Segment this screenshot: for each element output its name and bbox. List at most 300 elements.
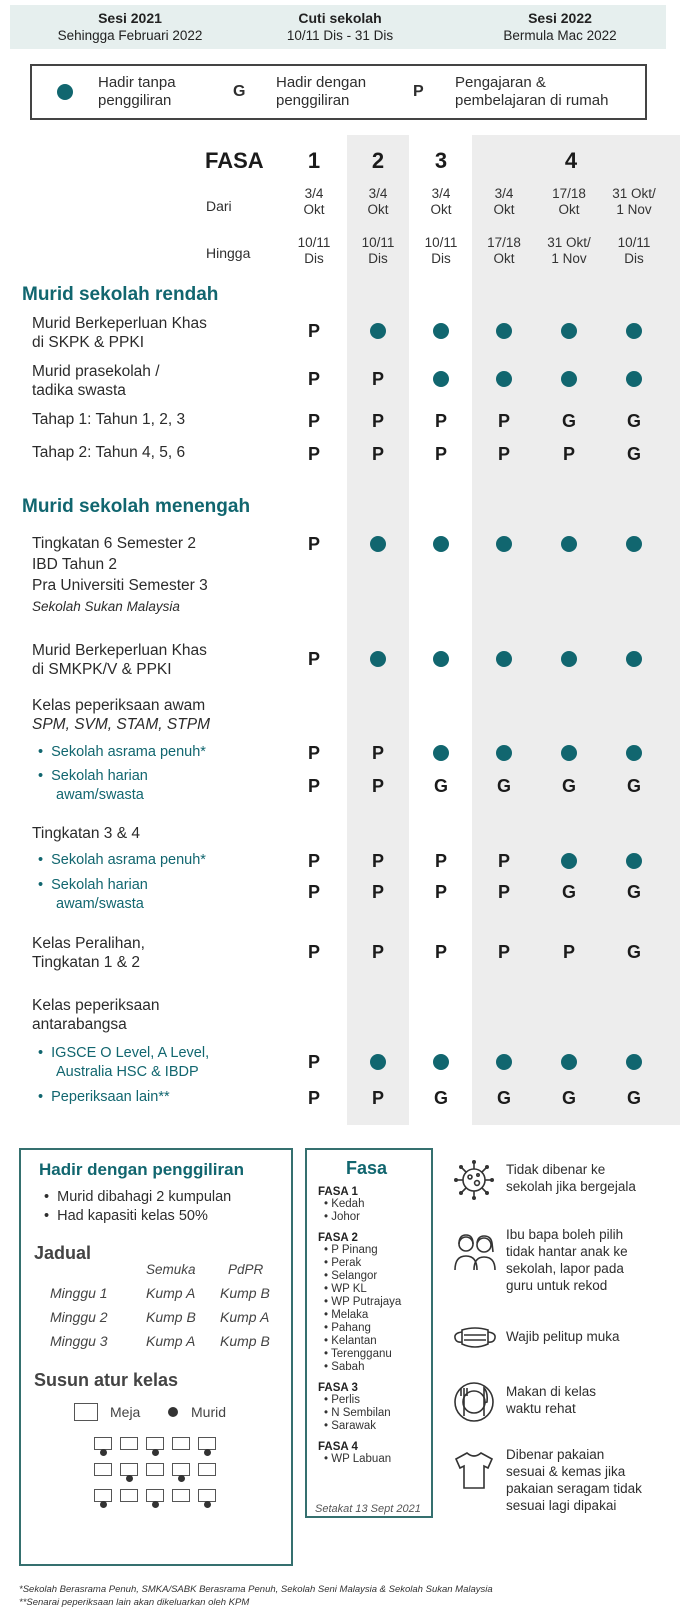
fasa-state: • Terengganu xyxy=(324,1348,392,1360)
note-line: waktu rehat xyxy=(506,1401,576,1416)
shade-phase-2 xyxy=(347,135,409,1125)
rotation-bullet-text: Murid dibahagi 2 kumpulan xyxy=(57,1189,232,1205)
status-p: P xyxy=(434,444,447,464)
legend-p-line2: pembelajaran di rumah xyxy=(455,92,609,109)
dot-icon xyxy=(370,1054,386,1070)
row-label-line: tadika swasta xyxy=(32,382,126,399)
status-g: G xyxy=(561,882,576,902)
attend-dot-icon xyxy=(347,534,409,554)
banner-right xyxy=(470,10,650,44)
status-p: P xyxy=(371,851,384,871)
attend-dot-icon xyxy=(538,369,600,389)
date-line: 3/4 xyxy=(494,186,514,201)
phase-2-header: 2 xyxy=(371,148,385,173)
row-label-tahap2 xyxy=(32,443,185,462)
attend-dot-icon xyxy=(473,743,535,763)
note-line: Makan di kelas xyxy=(506,1384,597,1399)
status-p: P xyxy=(434,851,447,871)
row-label-line: IBD Tahun 2 xyxy=(32,556,118,573)
status-p: P xyxy=(371,1088,384,1108)
date-line: 31 Okt/ xyxy=(612,186,656,201)
note-mask xyxy=(506,1328,620,1345)
row-label-line: SPM, SVM, STAM, STPM xyxy=(32,716,210,733)
status-p: P xyxy=(307,851,320,871)
note-line: guru untuk rekod xyxy=(506,1278,608,1293)
row-label-prasekolah xyxy=(32,362,160,400)
schedule-cell: Minggu 2 xyxy=(50,1309,108,1325)
dot-icon xyxy=(561,371,577,387)
phase-1-header: 1 xyxy=(307,148,321,173)
dot-icon xyxy=(433,323,449,339)
row-label-line: Sekolah Sukan Malaysia xyxy=(32,599,180,614)
dot-icon xyxy=(496,745,512,761)
hingga-date xyxy=(471,235,537,267)
fasa-group-title: FASA 2 xyxy=(318,1232,358,1244)
note-meal xyxy=(506,1383,596,1417)
date-line: Okt xyxy=(367,202,389,217)
status-p: P xyxy=(307,1052,320,1072)
attend-dot-icon xyxy=(538,649,600,669)
dot-icon xyxy=(561,1054,577,1070)
fasa-group xyxy=(318,1441,401,1466)
date-line: Dis xyxy=(431,251,451,266)
desk-icon xyxy=(94,1463,112,1476)
dot-icon xyxy=(370,651,386,667)
status-g: G xyxy=(626,942,641,962)
row-label-line: Murid prasekolah / xyxy=(32,363,160,380)
date-line: 10/11 xyxy=(297,235,331,250)
hingga-date xyxy=(536,235,602,267)
student-legend-icon xyxy=(168,1407,178,1417)
desk-icon xyxy=(120,1489,138,1502)
row-label-tahap1 xyxy=(32,410,185,429)
attend-dot-icon xyxy=(603,369,665,389)
desk-icon xyxy=(172,1437,190,1450)
legend-p-symbol: P xyxy=(413,83,424,100)
row-label-asrama-1: • Sekolah asrama penuh* xyxy=(38,744,206,760)
fasa-state: • Sarawak xyxy=(324,1420,376,1432)
dot-icon xyxy=(370,536,386,552)
status-g: G xyxy=(561,1088,576,1108)
fasa-asof: Setakat 13 Sept 2021 xyxy=(315,1503,421,1515)
fasa-box-title: Fasa xyxy=(346,1158,388,1178)
banner-mid xyxy=(260,10,420,44)
banner-left xyxy=(30,10,230,44)
row-label-line: Kelas peperiksaan xyxy=(32,997,160,1014)
note-line: Wajib pelitup muka xyxy=(506,1329,620,1344)
status-p: P xyxy=(307,411,320,431)
status-g: G xyxy=(626,1088,641,1108)
dot-icon xyxy=(433,371,449,387)
dari-date xyxy=(536,186,602,218)
fasa-state: • Kedah xyxy=(324,1198,365,1210)
row-label-tingkatan34 xyxy=(32,824,140,843)
fasa-state: • WP Putrajaya xyxy=(324,1296,402,1308)
dari-date xyxy=(408,186,474,218)
row-label-line: Sekolah harian xyxy=(51,877,148,893)
note-line: Dibenar pakaian xyxy=(506,1447,605,1462)
fasa-state: • Pahang xyxy=(324,1322,371,1334)
hingga-date xyxy=(281,235,347,267)
desk-icon xyxy=(146,1463,164,1476)
row-label-peperiksaan-awam xyxy=(32,696,210,734)
schedule-cell: Kump A xyxy=(146,1285,196,1301)
mask-icon xyxy=(452,1325,498,1351)
status-p: P xyxy=(371,776,384,796)
dot-icon xyxy=(626,536,642,552)
fasa-state: • Sabah xyxy=(324,1361,365,1373)
dari-date xyxy=(601,186,667,218)
row-label-line: Sekolah asrama penuh* xyxy=(51,744,206,760)
fasa-group xyxy=(318,1382,401,1433)
student-icon xyxy=(126,1475,133,1482)
hingga-date xyxy=(601,235,667,267)
dot-icon xyxy=(626,1054,642,1070)
rotation-bullet: • Murid dibahagi 2 kumpulan xyxy=(44,1189,232,1205)
date-line: 10/11 xyxy=(361,235,395,250)
row-label-line: Murid Berkeperluan Khas xyxy=(32,315,207,332)
row-label-mbk-smkpk xyxy=(32,641,207,679)
phase-3-header: 3 xyxy=(434,148,448,173)
student-icon xyxy=(100,1449,107,1456)
note-line: sesuai lagi dipakai xyxy=(506,1498,617,1513)
status-p: P xyxy=(434,411,447,431)
schedule-cell: Kump B xyxy=(220,1333,270,1349)
student-icon xyxy=(204,1501,211,1508)
status-p: P xyxy=(307,534,320,554)
date-line: 3/4 xyxy=(304,186,324,201)
dot-icon xyxy=(561,651,577,667)
status-p: P xyxy=(371,411,384,431)
status-g: G xyxy=(626,882,641,902)
shirt-icon xyxy=(452,1450,496,1490)
date-line: 17/18 xyxy=(552,186,586,201)
status-p: P xyxy=(371,743,384,763)
student-icon xyxy=(152,1449,159,1456)
date-line: 1 Nov xyxy=(616,202,652,217)
legend-p-line1: Pengajaran & xyxy=(455,74,546,91)
dari-date xyxy=(281,186,347,218)
attend-dot-icon xyxy=(603,321,665,341)
phase-4-header: 4 xyxy=(564,148,578,173)
attend-dot-icon xyxy=(603,534,665,554)
row-label-line: Sekolah asrama penuh* xyxy=(51,852,206,868)
status-p: P xyxy=(307,649,320,669)
dot-icon xyxy=(561,536,577,552)
status-p: P xyxy=(307,776,320,796)
status-p: P xyxy=(497,851,510,871)
date-line: 31 Okt/ xyxy=(547,235,591,250)
status-g: G xyxy=(626,444,641,464)
fasa-list xyxy=(318,1186,401,1474)
attend-dot-icon xyxy=(603,1052,665,1072)
date-line: Okt xyxy=(558,202,580,217)
note-line: Ibu bapa boleh pilih xyxy=(506,1227,624,1242)
date-line: 10/11 xyxy=(424,235,458,250)
date-line: 17/18 xyxy=(487,235,521,250)
status-p: P xyxy=(497,942,510,962)
legend-g-symbol: G xyxy=(233,83,246,100)
student-legend-label: Murid xyxy=(191,1404,227,1420)
legend-dot-line1: Hadir tanpa xyxy=(98,74,176,91)
status-g: G xyxy=(561,776,576,796)
status-g: G xyxy=(433,776,448,796)
banner-mid-sub: 10/11 Dis - 31 Dis xyxy=(286,28,394,43)
attend-dot-icon xyxy=(473,649,535,669)
date-line: Dis xyxy=(624,251,644,266)
fasa-group xyxy=(318,1232,401,1374)
attend-dot-icon xyxy=(347,649,409,669)
virus-icon xyxy=(452,1158,496,1202)
dari-date xyxy=(345,186,411,218)
banner-mid-title: Cuti sekolah xyxy=(298,10,382,26)
note-line: sekolah jika bergejala xyxy=(506,1179,636,1194)
attend-dot-icon xyxy=(410,649,472,669)
status-p: P xyxy=(371,882,384,902)
attend-dot-icon xyxy=(410,743,472,763)
row-label-line: Sekolah harian xyxy=(51,768,148,784)
fasa-state: • Selangor xyxy=(324,1270,378,1282)
status-g: G xyxy=(433,1088,448,1108)
date-line: 3/4 xyxy=(431,186,451,201)
dot-icon xyxy=(496,536,512,552)
attend-dot-icon xyxy=(538,534,600,554)
rotation-title: Hadir dengan penggiliran xyxy=(39,1160,244,1179)
section-rendah: Murid sekolah rendah xyxy=(22,284,219,305)
attend-dot-icon xyxy=(538,851,600,871)
schedule-cell: Kump A xyxy=(220,1309,270,1325)
attend-dot-icon xyxy=(410,369,472,389)
legend-dot-icon xyxy=(57,84,73,100)
row-label-line: antarabangsa xyxy=(32,1016,127,1033)
note-line: pakaian seragam tidak xyxy=(506,1481,642,1496)
student-icon xyxy=(100,1501,107,1508)
banner-right-sub: Bermula Mac 2022 xyxy=(503,28,617,43)
note-virus xyxy=(506,1161,636,1195)
layout-title: Susun atur kelas xyxy=(34,1370,179,1390)
desk-icon xyxy=(172,1489,190,1502)
status-p: P xyxy=(434,882,447,902)
rotation-bullet: • Had kapasiti kelas 50% xyxy=(44,1208,208,1224)
status-p: P xyxy=(371,444,384,464)
student-icon xyxy=(152,1501,159,1508)
row-label-line: di SKPK & PPKI xyxy=(32,334,144,351)
hingga-date xyxy=(408,235,474,267)
row-label-line: Tingkatan 1 & 2 xyxy=(32,954,140,971)
row-label-line: Kelas Peralihan, xyxy=(32,935,145,952)
row-label-line: awam/swasta xyxy=(56,896,144,912)
fasa-state: • Johor xyxy=(324,1211,360,1223)
dari-label: Dari xyxy=(206,198,232,214)
fasa-state: • Melaka xyxy=(324,1309,369,1321)
status-g: G xyxy=(496,776,511,796)
fasa-state: • Perlis xyxy=(324,1394,360,1406)
section-menengah: Murid sekolah menengah xyxy=(22,496,251,517)
attend-dot-icon xyxy=(538,743,600,763)
dot-icon xyxy=(370,323,386,339)
dot-icon xyxy=(496,371,512,387)
dot-icon xyxy=(561,323,577,339)
jadual-col2: PdPR xyxy=(228,1262,264,1277)
row-label-igcse: • IGSCE O Level, A Level, Australia HSC & IBDP xyxy=(38,1045,210,1080)
status-g: G xyxy=(496,1088,511,1108)
attend-dot-icon xyxy=(410,321,472,341)
row-label-line: Tingkatan 3 & 4 xyxy=(32,825,140,842)
status-p: P xyxy=(497,444,510,464)
status-p: P xyxy=(307,444,320,464)
footnote-2: **Senarai peperiksaan lain akan dikeluarkan oleh KPM xyxy=(19,1597,250,1608)
row-label-line: awam/swasta xyxy=(56,787,144,803)
attend-dot-icon xyxy=(603,851,665,871)
status-g: G xyxy=(561,411,576,431)
schedule-cell: Kump B xyxy=(220,1285,270,1301)
dot-icon xyxy=(496,323,512,339)
attend-dot-icon xyxy=(603,649,665,669)
schedule-cell: Minggu 1 xyxy=(50,1285,108,1301)
status-g: G xyxy=(626,411,641,431)
footnote-1: *Sekolah Berasrama Penuh, SMKA/SABK Berasrama Penuh, Sekolah Seni Malaysia & Sekolah Sukan Malaysia xyxy=(19,1584,493,1595)
date-line: 3/4 xyxy=(368,186,388,201)
attend-dot-icon xyxy=(473,369,535,389)
row-label-line: Peperiksaan lain** xyxy=(51,1089,170,1105)
note-line: tidak hantar anak ke xyxy=(506,1244,628,1259)
desk-icon xyxy=(120,1437,138,1450)
status-p: P xyxy=(307,882,320,902)
date-line: 1 Nov xyxy=(551,251,587,266)
fasa-group xyxy=(318,1186,401,1224)
attend-dot-icon xyxy=(473,321,535,341)
status-p: P xyxy=(497,882,510,902)
dot-icon xyxy=(626,651,642,667)
jadual-col1: Semuka xyxy=(146,1262,196,1277)
fasa-state: • P Pinang xyxy=(324,1244,378,1256)
fasa-state: • WP Labuan xyxy=(324,1453,392,1465)
row-label-lain: • Peperiksaan lain** xyxy=(38,1089,170,1105)
dot-icon xyxy=(433,745,449,761)
status-p: P xyxy=(434,942,447,962)
student-icon xyxy=(204,1449,211,1456)
dot-icon xyxy=(626,853,642,869)
date-line: Okt xyxy=(303,202,325,217)
legend-p-label xyxy=(455,74,608,110)
dot-icon xyxy=(496,651,512,667)
date-line: 10/11 xyxy=(617,235,651,250)
desk-icon xyxy=(198,1463,216,1476)
row-label-line: Tahap 1: Tahun 1, 2, 3 xyxy=(32,411,186,428)
legend-g-line2: penggiliran xyxy=(276,92,350,109)
dot-icon xyxy=(433,536,449,552)
row-label-line: Tingkatan 6 Semester 2 xyxy=(32,535,196,552)
status-p: P xyxy=(562,942,575,962)
dot-icon xyxy=(626,371,642,387)
row-label-line: Australia HSC & IBDP xyxy=(56,1064,199,1080)
date-line: Dis xyxy=(304,251,324,266)
attend-dot-icon xyxy=(410,1052,472,1072)
status-p: P xyxy=(371,942,384,962)
fasa-group-title: FASA 1 xyxy=(318,1186,358,1198)
banner-left-title: Sesi 2021 xyxy=(98,10,162,26)
attend-dot-icon xyxy=(603,743,665,763)
note-shirt xyxy=(506,1446,642,1514)
fasa-state: • Kelantan xyxy=(324,1335,377,1347)
fasa-state: • N Sembilan xyxy=(324,1407,391,1419)
hingga-date xyxy=(345,235,411,267)
status-p: P xyxy=(307,369,320,389)
attend-dot-icon xyxy=(347,1052,409,1072)
fasa-state: • Perak xyxy=(324,1257,362,1269)
row-label-asrama-2: • Sekolah asrama penuh* xyxy=(38,852,206,868)
desk-legend-icon xyxy=(74,1403,98,1421)
dot-icon xyxy=(496,1054,512,1070)
row-label-line: Kelas peperiksaan awam xyxy=(32,697,206,714)
fasa-group-title: FASA 4 xyxy=(318,1441,358,1453)
dot-icon xyxy=(626,323,642,339)
row-label-antarabangsa xyxy=(32,996,160,1034)
row-label-line: Pra Universiti Semester 3 xyxy=(32,577,208,594)
row-label-line: di SMKPK/V & PPKI xyxy=(32,661,172,678)
meal-icon xyxy=(452,1380,496,1424)
status-p: P xyxy=(497,411,510,431)
shade-phase-4 xyxy=(472,135,680,1125)
schedule-cell: Kump A xyxy=(146,1333,196,1349)
row-label-peralihan xyxy=(32,934,145,972)
date-line: Dis xyxy=(368,251,388,266)
attend-dot-icon xyxy=(410,534,472,554)
row-label-line: Murid Berkeperluan Khas xyxy=(32,642,207,659)
status-p: P xyxy=(307,743,320,763)
legend-g-label xyxy=(276,74,366,110)
row-label-harian-1: • Sekolah harian awam/swasta xyxy=(38,768,148,803)
parents-icon xyxy=(452,1232,498,1272)
status-p: P xyxy=(307,942,320,962)
banner-left-sub: Sehingga Februari 2022 xyxy=(57,28,203,43)
dot-icon xyxy=(561,853,577,869)
note-line: sekolah, lapor pada xyxy=(506,1261,624,1276)
status-p: P xyxy=(371,369,384,389)
jadual-title: Jadual xyxy=(34,1243,92,1263)
attend-dot-icon xyxy=(347,321,409,341)
schedule-cell: Kump B xyxy=(146,1309,196,1325)
rotation-bullets xyxy=(44,1188,231,1226)
date-line: Okt xyxy=(493,202,515,217)
legend-g-line1: Hadir dengan xyxy=(276,74,367,91)
attend-dot-icon xyxy=(538,321,600,341)
legend-dot-line2: penggiliran xyxy=(98,92,172,109)
dot-icon xyxy=(433,1054,449,1070)
status-p: P xyxy=(307,1088,320,1108)
date-line: Okt xyxy=(430,202,452,217)
status-g: G xyxy=(626,776,641,796)
attend-dot-icon xyxy=(538,1052,600,1072)
dot-icon xyxy=(626,745,642,761)
banner-right-title: Sesi 2022 xyxy=(528,10,592,26)
date-line: Okt xyxy=(493,251,515,266)
dot-icon xyxy=(433,651,449,667)
status-p: P xyxy=(562,444,575,464)
row-label-line: IGSCE O Level, A Level, xyxy=(51,1045,210,1061)
hingga-label: Hingga xyxy=(206,245,251,261)
fasa-label: FASA xyxy=(205,148,264,173)
status-p: P xyxy=(307,321,320,341)
row-label-mbk-skpk xyxy=(32,314,207,352)
row-label-line: Tahap 2: Tahun 4, 5, 6 xyxy=(32,444,186,461)
row-label-harian-2: • Sekolah harian awam/swasta xyxy=(38,877,148,912)
dari-date xyxy=(471,186,537,218)
note-parents xyxy=(506,1226,628,1294)
rotation-bullet-text: Had kapasiti kelas 50% xyxy=(57,1208,208,1224)
note-line: sesuai & kemas jika xyxy=(506,1464,626,1479)
schedule-cell: Minggu 3 xyxy=(50,1333,108,1349)
